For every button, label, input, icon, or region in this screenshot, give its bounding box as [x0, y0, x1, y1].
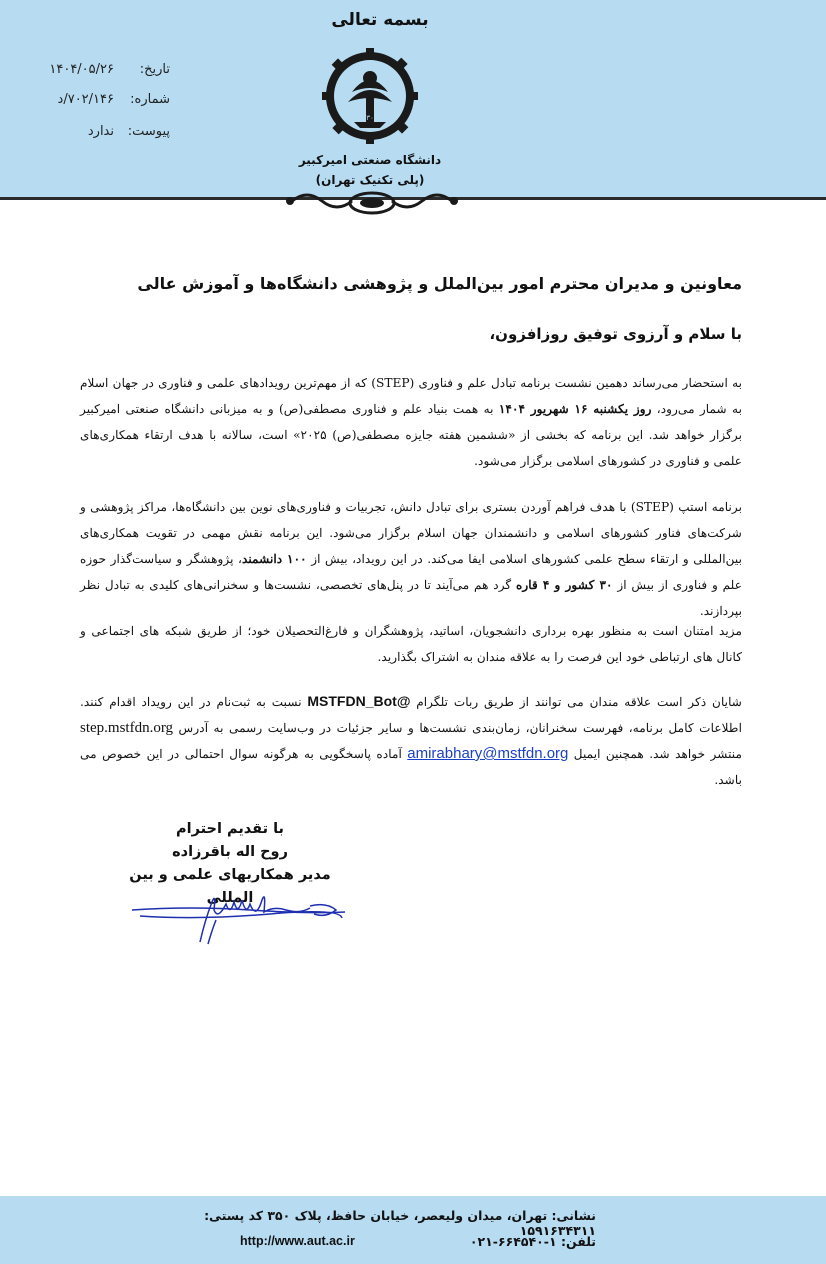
footer-website[interactable]: http://www.aut.ac.ir — [240, 1234, 355, 1248]
p2-countries-bold: ۳۰ کشور و ۴ قاره — [515, 578, 613, 592]
addressee: معاونین و مدیران محترم امور بین‌الملل و پژوهشی دانشگاه‌ها و آموزش عالی — [137, 274, 742, 293]
greeting: با سلام و آرزوی توفیق روزافزون، — [489, 325, 742, 343]
footer-address: نشانی: تهران، میدان ولیعصر، خیابان حافظ، پلاک ۳۵۰ کد پستی: ۱۵۹۱۶۳۴۳۱۱ — [204, 1208, 596, 1238]
p2-scientists-bold: ۱۰۰ دانشمند — [241, 552, 307, 566]
signer-title: مدیر همکاریهای علمی و بین المللی — [129, 867, 331, 906]
logo-year: ۱۳۰۷ — [362, 114, 378, 122]
number-row — [0, 92, 170, 116]
p1-text-a: به استحضار می‌رساند دهمین نشست برنامه تبادل علم و فناوری (STEP) که از مهم‌ترین رویدادهای علمی و فناوری در جهان اسلام به شمار می‌رود، — [80, 376, 742, 416]
paragraph-1 — [80, 370, 742, 474]
attachment-label: پیوست: — [127, 124, 170, 139]
p4-text-c: منتشر خواهد شد. همچنین ایمیل — [568, 747, 742, 761]
bismillah-heading: بسمه تعالی — [331, 10, 429, 30]
closing: با تقدیم احترام — [175, 821, 284, 837]
attachment-row — [0, 124, 170, 148]
paragraph-3: مزید امتنان است به منظور بهره برداری دانشجویان، اساتید، پژوهشگران و فارغ‌التحصیلان خود؛ از طریق شبکه های اجتماعی و کانال های ارتباطی خود این فرصت را به علاقه مندان به اشتراک بگذارید. — [80, 624, 742, 664]
p2-text-a: برنامه استپ (STEP) با هدف فراهم آوردن بستری برای تبادل دانش، تجربیات و فناوری‌های نوین بین دانشگاه‌ها، مراکز پژوهشی و شرکت‌های فناور کشورهای اسلامی و دانشمندان جهان اسلام برگزار می‌شود. این برنامه نقش مهمی در تقویت همکاری‌های بین‌المللی و ارتقاء سطح علمی کشورهای اسلامی ایفا می‌کند. در این رویداد، بیش از — [80, 500, 742, 566]
p2-text-e: گرد هم می‌آیند تا در پنل‌های تخصصی، نشست‌ها و سخنرانی‌های کلیدی به تبادل نظر بپردازند. — [80, 578, 742, 618]
paragraph-2 — [80, 494, 742, 624]
p4-text-a: شایان ذکر است علاقه مندان می توانند از طریق ربات تلگرام — [410, 695, 742, 709]
website-link[interactable]: step.mstfdn.org — [80, 720, 174, 736]
email-link[interactable]: amirabhary@mstfdn.org — [407, 745, 569, 762]
number-label: شماره: — [130, 92, 170, 107]
p1-text-c: به همت بنیاد علم و فناوری مصطفی(ص) و به میزبانی دانشگاه صنعتی امیرکبیر برگزار خواهد شد. این برنامه که بخشی از «ششمین هفته جایزه مصطفی(ص) ۲۰۲۵» است، سالانه با هدف ارتقاء همکاری‌های علمی و فناوری در کشورهای اسلامی برگزار می‌شود. — [80, 402, 743, 468]
date-value: ۱۴۰۴/۰۵/۲۶ — [49, 62, 114, 77]
p4-text-d: آماده پاسخگویی به هرگونه سوال احتمالی در این خصوص می باشد. — [80, 747, 742, 787]
date-label: تاریخ: — [139, 62, 170, 77]
ornament-icon — [282, 187, 462, 223]
university-logo-icon — [322, 48, 418, 148]
number-value: ۷۰۲/۱۴۶/د — [57, 92, 114, 107]
attachment-value: ندارد — [87, 124, 114, 139]
university-name: دانشگاه صنعتی امیرکبیر — [298, 153, 442, 167]
footer-phone: تلفن: ۱-۶۶۴۵۴۰-۰۲۱ — [469, 1234, 596, 1249]
university-subname: (پلی تکنیک تهران) — [315, 173, 425, 187]
p1-date-bold: روز یکشنبه ۱۶ شهریور ۱۴۰۴ — [498, 402, 652, 416]
university-name-block — [280, 150, 460, 190]
handwritten-signature-icon — [130, 880, 350, 950]
signer-name: روح اله باقرزاده — [172, 844, 288, 860]
telegram-bot-handle: @MSTFDN_Bot — [307, 693, 411, 709]
date-row — [0, 62, 170, 86]
p2-text-c: ، پژوهشگر و سیاست‌گذار حوزه علم و فناوری از بیش از — [80, 552, 742, 592]
paragraph-4 — [80, 688, 742, 793]
p4-text-b: نسبت به ثبت‌نام در این رویداد اقدام کنند. اطلاعات کامل برنامه، فهرست سخنرانان، زمان‌بندی نشست‌ها و سایر جزئیات در وب‌سایت رسمی به آدرس — [80, 695, 742, 735]
